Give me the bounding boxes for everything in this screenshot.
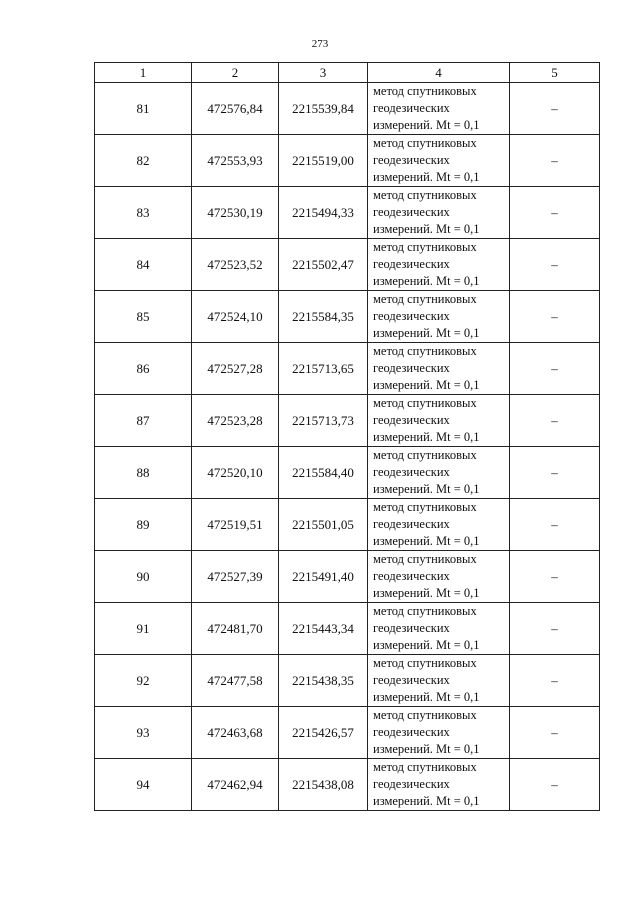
- y-coordinate-cell: 2215539,84: [279, 83, 368, 135]
- table-row: [95, 395, 600, 447]
- note-cell: –: [510, 135, 600, 187]
- method-cell: [368, 447, 510, 499]
- x-coordinate-cell: 472524,10: [192, 291, 279, 343]
- point-number-cell: 91: [95, 603, 192, 655]
- table-header-row: [95, 63, 600, 83]
- table-row: [95, 343, 600, 395]
- method-text-line: метод спутниковых: [373, 84, 477, 98]
- method-text-line: метод спутниковых: [373, 448, 477, 462]
- method-text-line: метод спутниковых: [373, 656, 477, 670]
- method-text-line: измерений. Mt = 0,1: [373, 378, 480, 392]
- column-header-5: 5: [510, 63, 600, 83]
- method-text-line: геодезических: [373, 309, 450, 323]
- table-row: [95, 603, 600, 655]
- y-coordinate-cell: 2215502,47: [279, 239, 368, 291]
- note-cell: –: [510, 343, 600, 395]
- y-coordinate-cell: 2215713,73: [279, 395, 368, 447]
- y-coordinate-cell: 2215443,34: [279, 603, 368, 655]
- method-text-line: геодезических: [373, 205, 450, 219]
- table-row: [95, 135, 600, 187]
- method-cell: [368, 707, 510, 759]
- method-text-line: метод спутниковых: [373, 500, 477, 514]
- method-text-line: измерений. Mt = 0,1: [373, 170, 480, 184]
- table-row: [95, 499, 600, 551]
- method-text-line: измерений. Mt = 0,1: [373, 794, 480, 808]
- method-text-line: метод спутниковых: [373, 292, 477, 306]
- method-text-line: геодезических: [373, 777, 450, 791]
- point-number-cell: 92: [95, 655, 192, 707]
- note-cell: –: [510, 499, 600, 551]
- x-coordinate-cell: 472519,51: [192, 499, 279, 551]
- method-text-line: метод спутниковых: [373, 188, 477, 202]
- y-coordinate-cell: 2215438,35: [279, 655, 368, 707]
- x-coordinate-cell: 472527,28: [192, 343, 279, 395]
- method-text-line: метод спутниковых: [373, 240, 477, 254]
- y-coordinate-cell: 2215584,35: [279, 291, 368, 343]
- table-row: [95, 759, 600, 811]
- method-text-line: геодезических: [373, 101, 450, 115]
- method-text-line: метод спутниковых: [373, 760, 477, 774]
- point-number-cell: 81: [95, 83, 192, 135]
- method-text-line: геодезических: [373, 725, 450, 739]
- note-cell: –: [510, 551, 600, 603]
- method-text-line: метод спутниковых: [373, 552, 477, 566]
- method-text-line: измерений. Mt = 0,1: [373, 638, 480, 652]
- note-cell: –: [510, 655, 600, 707]
- method-cell: [368, 499, 510, 551]
- method-text-line: метод спутниковых: [373, 604, 477, 618]
- x-coordinate-cell: 472523,28: [192, 395, 279, 447]
- note-cell: –: [510, 83, 600, 135]
- method-text-line: геодезических: [373, 569, 450, 583]
- y-coordinate-cell: 2215584,40: [279, 447, 368, 499]
- y-coordinate-cell: 2215438,08: [279, 759, 368, 811]
- table-row: [95, 83, 600, 135]
- x-coordinate-cell: 472520,10: [192, 447, 279, 499]
- table-row: [95, 655, 600, 707]
- table-row: [95, 447, 600, 499]
- note-cell: –: [510, 395, 600, 447]
- table-row: [95, 707, 600, 759]
- method-text-line: геодезических: [373, 413, 450, 427]
- method-cell: [368, 603, 510, 655]
- method-text-line: геодезических: [373, 465, 450, 479]
- x-coordinate-cell: 472523,52: [192, 239, 279, 291]
- method-text-line: геодезических: [373, 257, 450, 271]
- method-text-line: метод спутниковых: [373, 396, 477, 410]
- point-number-cell: 85: [95, 291, 192, 343]
- method-text-line: измерений. Mt = 0,1: [373, 326, 480, 340]
- method-text-line: измерений. Mt = 0,1: [373, 742, 480, 756]
- table-body: [95, 83, 600, 811]
- method-cell: [368, 187, 510, 239]
- point-number-cell: 94: [95, 759, 192, 811]
- point-number-cell: 90: [95, 551, 192, 603]
- method-text-line: геодезических: [373, 621, 450, 635]
- x-coordinate-cell: 472481,70: [192, 603, 279, 655]
- method-cell: [368, 83, 510, 135]
- note-cell: –: [510, 187, 600, 239]
- column-header-4: 4: [368, 63, 510, 83]
- table-row: [95, 551, 600, 603]
- point-number-cell: 86: [95, 343, 192, 395]
- method-text-line: геодезических: [373, 153, 450, 167]
- table-row: [95, 239, 600, 291]
- coordinates-table: [94, 62, 600, 811]
- method-cell: [368, 395, 510, 447]
- method-text-line: измерений. Mt = 0,1: [373, 274, 480, 288]
- method-text-line: измерений. Mt = 0,1: [373, 690, 480, 704]
- point-number-cell: 93: [95, 707, 192, 759]
- y-coordinate-cell: 2215494,33: [279, 187, 368, 239]
- x-coordinate-cell: 472477,58: [192, 655, 279, 707]
- column-header-3: 3: [279, 63, 368, 83]
- y-coordinate-cell: 2215491,40: [279, 551, 368, 603]
- point-number-cell: 84: [95, 239, 192, 291]
- method-text-line: метод спутниковых: [373, 344, 477, 358]
- y-coordinate-cell: 2215426,57: [279, 707, 368, 759]
- method-text-line: геодезических: [373, 517, 450, 531]
- method-cell: [368, 291, 510, 343]
- x-coordinate-cell: 472527,39: [192, 551, 279, 603]
- method-cell: [368, 551, 510, 603]
- x-coordinate-cell: 472463,68: [192, 707, 279, 759]
- table-row: [95, 291, 600, 343]
- page-number: 273: [311, 38, 329, 50]
- x-coordinate-cell: 472530,19: [192, 187, 279, 239]
- method-text-line: измерений. Mt = 0,1: [373, 430, 480, 444]
- note-cell: –: [510, 447, 600, 499]
- y-coordinate-cell: 2215713,65: [279, 343, 368, 395]
- note-cell: –: [510, 291, 600, 343]
- y-coordinate-cell: 2215501,05: [279, 499, 368, 551]
- point-number-cell: 87: [95, 395, 192, 447]
- column-header-2: 2: [192, 63, 279, 83]
- point-number-cell: 82: [95, 135, 192, 187]
- point-number-cell: 83: [95, 187, 192, 239]
- method-text-line: метод спутниковых: [373, 136, 477, 150]
- note-cell: –: [510, 239, 600, 291]
- method-text-line: измерений. Mt = 0,1: [373, 222, 480, 236]
- column-header-1: 1: [95, 63, 192, 83]
- method-text-line: геодезических: [373, 673, 450, 687]
- method-text-line: измерений. Mt = 0,1: [373, 118, 480, 132]
- x-coordinate-cell: 472576,84: [192, 83, 279, 135]
- y-coordinate-cell: 2215519,00: [279, 135, 368, 187]
- method-text-line: измерений. Mt = 0,1: [373, 482, 480, 496]
- method-cell: [368, 135, 510, 187]
- method-cell: [368, 343, 510, 395]
- x-coordinate-cell: 472462,94: [192, 759, 279, 811]
- method-cell: [368, 239, 510, 291]
- method-text-line: измерений. Mt = 0,1: [373, 534, 480, 548]
- note-cell: –: [510, 759, 600, 811]
- method-text-line: метод спутниковых: [373, 708, 477, 722]
- note-cell: –: [510, 603, 600, 655]
- x-coordinate-cell: 472553,93: [192, 135, 279, 187]
- point-number-cell: 88: [95, 447, 192, 499]
- method-text-line: геодезических: [373, 361, 450, 375]
- point-number-cell: 89: [95, 499, 192, 551]
- method-text-line: измерений. Mt = 0,1: [373, 586, 480, 600]
- method-cell: [368, 759, 510, 811]
- table-row: [95, 187, 600, 239]
- note-cell: –: [510, 707, 600, 759]
- method-cell: [368, 655, 510, 707]
